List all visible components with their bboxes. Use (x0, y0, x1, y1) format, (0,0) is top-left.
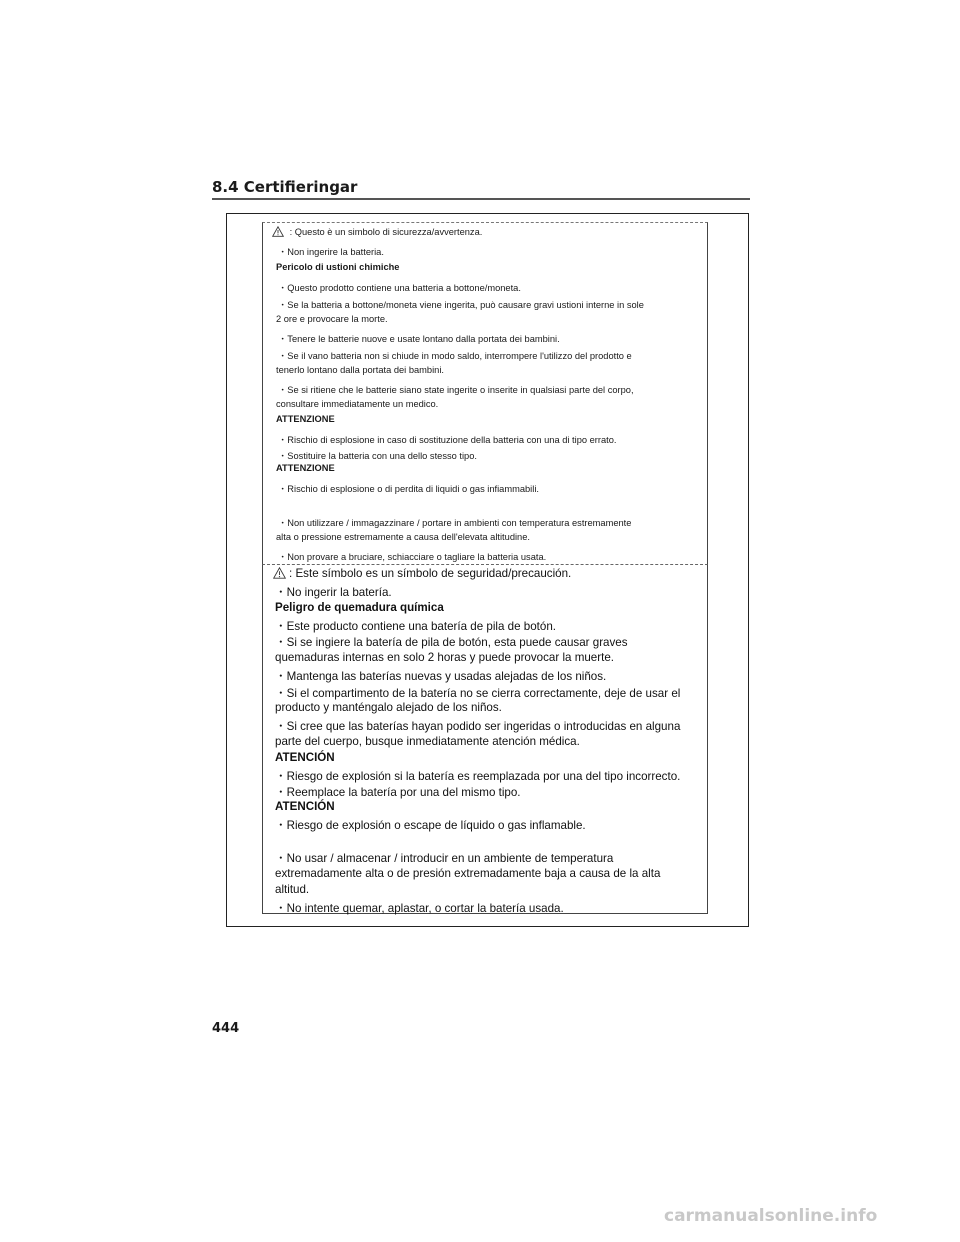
italian-line-18: alta o pressione estremamente a causa dell'elevata altitudine. (276, 532, 530, 542)
spanish-line-14: ・Reemplace la batería por una del mismo tipo. (275, 786, 521, 799)
italian-line-16: ・Rischio di esplosione o di perdita di liquidi o gas infiammabili. (278, 484, 539, 494)
spanish-line-11: parte del cuerpo, busque inmediatamente atención médica. (275, 735, 580, 748)
spanish-line-1: : Este símbolo es un símbolo de seguridad/precaución. (273, 567, 571, 582)
italian-heading-attenzione-2: ATTENZIONE (276, 463, 335, 473)
italian-line-7: ・Tenere le batterie nuove e usate lontano dalla portata dei bambini. (278, 334, 560, 344)
spanish-line-4: ・Este producto contiene una batería de pila de botón. (275, 620, 557, 633)
italian-line-14: ・Sostituire la batteria con una dello stesso tipo. (278, 451, 477, 461)
italian-line-9: tenerlo lontano dalla portata dei bambini. (276, 365, 444, 375)
italian-heading-chemical-burn: Pericolo di ustioni chimiche (276, 262, 400, 272)
spanish-heading-atencion-2: ATENCIÓN (275, 800, 335, 813)
heading-divider (212, 198, 750, 200)
spanish-line-7: ・Mantenga las baterías nuevas y usadas alejadas de los niños. (275, 670, 607, 683)
italian-line-19: ・Non provare a bruciare, schiacciare o tagliare la batteria usata. (278, 552, 547, 562)
italian-line-6: 2 ore e provocare la morte. (276, 314, 388, 324)
italian-line-1: : Questo è un simbolo di sicurezza/avvertenza. (272, 226, 482, 239)
spanish-line-16: ・Riesgo de explosión o escape de líquido o gas inflamable. (275, 819, 586, 832)
spanish-line-20: ・No intente quemar, aplastar, o cortar la batería usada. (275, 902, 564, 915)
spanish-line-13: ・Riesgo de explosión si la batería es reemplazada por una del tipo incorrecto. (275, 770, 681, 783)
spanish-heading-atencion-1: ATENCIÓN (275, 751, 335, 764)
spanish-line-19: altitud. (275, 883, 310, 896)
italian-line-2: ・Non ingerire la batteria. (278, 247, 384, 257)
spanish-line-8: ・Si el compartimento de la batería no se cierra correctamente, deje de usar el (275, 687, 681, 700)
warning-triangle-icon (272, 226, 284, 239)
warning-triangle-icon (273, 567, 286, 582)
spanish-line-2: ・No ingerir la batería. (275, 586, 392, 599)
italian-line-11: consultare immediatamente un medico. (276, 399, 439, 409)
spanish-line-5: ・Si se ingiere la batería de pila de botón, esta puede causar graves (275, 636, 628, 649)
watermark: carmanualsonline.info (664, 1206, 878, 1226)
italian-line-8: ・Se il vano batteria non si chiude in modo saldo, interrompere l'utilizzo del prodotto e (278, 351, 632, 361)
spanish-heading-chemical-burn: Peligro de quemadura química (275, 601, 444, 614)
italian-line-10: ・Se si ritiene che le batterie siano state ingerite o inserite in qualsiasi parte del corpo, (278, 385, 634, 395)
section-heading: 8.4 Certifieringar (212, 178, 358, 196)
italian-line-5: ・Se la batteria a bottone/moneta viene ingerita, può causare gravi ustioni interne in sole (278, 300, 644, 310)
spanish-line-18: extremadamente alta o de presión extremadamente baja a causa de la alta (275, 867, 661, 880)
spanish-line-9: producto y manténgalo alejado de los niños. (275, 701, 502, 714)
italian-line-17: ・Non utilizzare / immagazzinare / portare in ambienti con temperatura estremamente (278, 518, 632, 528)
spanish-line-10: ・Si cree que las baterías hayan podido ser ingeridas o introducidas en alguna (275, 720, 681, 733)
page-number: 444 (212, 1021, 240, 1036)
spanish-line-6: quemaduras internas en solo 2 horas y puede provocar la muerte. (275, 651, 614, 664)
spanish-line-17: ・No usar / almacenar / introducir en un ambiente de temperatura (275, 852, 614, 865)
italian-line-13: ・Rischio di esplosione in caso di sostituzione della batteria con una di tipo errato. (278, 435, 617, 445)
italian-heading-attenzione-1: ATTENZIONE (276, 414, 335, 424)
italian-line-4: ・Questo prodotto contiene una batteria a bottone/moneta. (278, 283, 521, 293)
